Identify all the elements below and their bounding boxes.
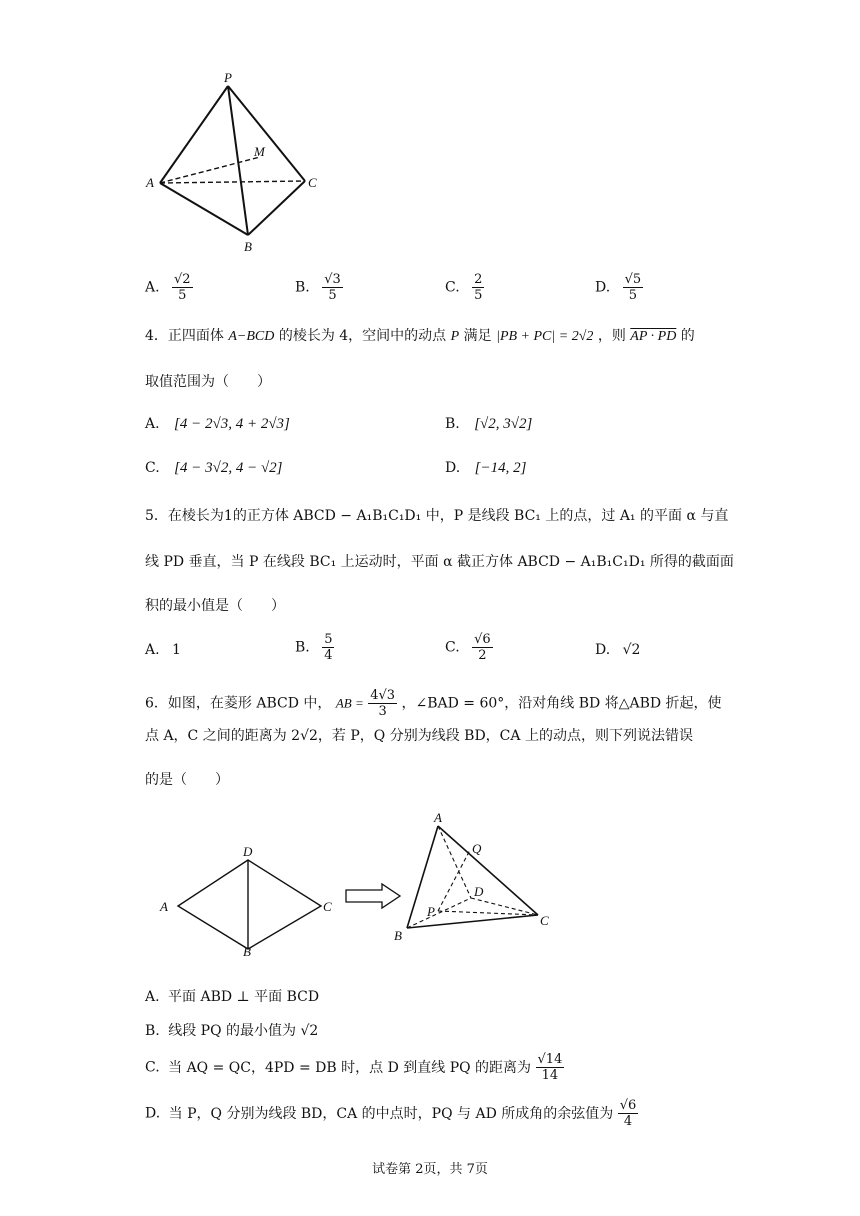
option-letter: A. [145, 642, 160, 658]
label-P: P [224, 70, 232, 85]
option-letter: B. [295, 639, 310, 656]
q4-text: 满足 [463, 328, 492, 344]
q6-text: ，∠BAD = 60°，沿对角线 BD 将△ABD 折起，使 [401, 695, 722, 712]
q4-option-d[interactable] [445, 460, 526, 477]
frac-num: 2 [474, 272, 483, 287]
option-text: 当 AQ = QC，4PD = DB 时，点 D 到直线 PQ 的距离为 [168, 1059, 532, 1076]
option-letter: A. [145, 416, 160, 432]
option-text: 当 P，Q 分别为线段 BD，CA 的中点时，PQ 与 AD 所成角的余弦值为 [168, 1105, 614, 1122]
right-label-P: P [427, 904, 435, 919]
tetrahedron-figure [140, 70, 340, 260]
q5-stem-line1: 5．在棱长为1的正方体 ABCD − A₁B₁C₁D₁ 中，P 是线段 BC₁ 上的点，过 A₁ 的平面 α 与直 [145, 508, 729, 524]
q4-option-a[interactable] [145, 416, 290, 433]
q4-math: P [450, 329, 460, 344]
q4-stem-line1 [145, 326, 695, 347]
frac-den: 5 [474, 288, 483, 303]
option-letter: B. [295, 279, 310, 296]
option-letter: D. [145, 1105, 161, 1122]
q3-option-a[interactable] [145, 272, 193, 303]
page-footer: 试卷第 2页，共 7页 [372, 1162, 488, 1177]
frac-num: √2 [174, 272, 191, 287]
frac-den: 14 [541, 1068, 559, 1083]
q4-dot-product: AP · PD [630, 329, 677, 344]
option-letter: B. [445, 416, 460, 432]
frac-num: 5 [324, 632, 333, 647]
label-C: C [308, 175, 317, 190]
frac-num: √5 [624, 272, 642, 287]
option-text: [√2, 3√2] [474, 416, 533, 432]
option-letter: D. [595, 642, 611, 658]
option-text: [4 − 3√2, 4 − √2] [174, 460, 283, 476]
q4-condition: |PB + PC| = 2√2 [496, 329, 594, 344]
q6-option-d[interactable] [145, 1098, 638, 1129]
option-text: [4 − 2√3, 4 + 2√3] [174, 416, 290, 432]
right-label-C: C [540, 913, 549, 928]
frac-den: 4 [623, 1114, 633, 1129]
option-text: 平面 ABD ⊥ 平面 BCD [168, 989, 320, 1005]
q6-ab-label: AB = [335, 695, 364, 711]
q6-text: 6．如图，在菱形 ABCD 中， [145, 695, 332, 712]
right-label-A: A [434, 810, 442, 825]
q4-text: ，则 [597, 328, 626, 344]
right-label-B: B [394, 928, 402, 943]
rhombus-fold-figure [150, 808, 570, 958]
q6-stem-line3: 的是（ ） [145, 772, 229, 788]
option-letter: A. [145, 989, 160, 1005]
q4-text: 的棱长为 4，空间中的动点 [278, 328, 447, 344]
q3-option-d[interactable] [595, 272, 643, 303]
q5-option-d[interactable] [595, 642, 640, 658]
q6-option-c[interactable] [145, 1052, 564, 1083]
q4-option-b[interactable] [445, 416, 532, 433]
left-label-D: D [243, 844, 253, 859]
frac-num: √14 [537, 1052, 563, 1067]
option-text: 线段 PQ 的最小值为 √2 [168, 1023, 319, 1039]
q6-option-a[interactable] [145, 986, 319, 1006]
frac-den: 5 [328, 288, 337, 303]
q5-stem-line2: 线 PD 垂直，当 P 在线段 BC₁ 上运动时，平面 α 截正方体 ABCD − A₁B₁C₁D₁ 所得的截面面 [145, 554, 734, 570]
q5-option-a[interactable] [145, 642, 181, 658]
fold-arrow-icon [346, 884, 400, 908]
frac-num: √6 [474, 632, 491, 647]
left-label-A: A [160, 899, 168, 914]
q5-stem-line3: 积的最小值是（ ） [145, 598, 285, 614]
option-letter: B. [145, 1023, 160, 1039]
option-letter: A. [145, 279, 160, 296]
q4-text: 4．正四面体 [145, 328, 224, 344]
frac-num: 4√3 [370, 688, 396, 703]
option-text: [−14, 2] [474, 460, 527, 476]
right-label-Q: Q [472, 841, 482, 856]
right-label-D: D [474, 884, 484, 899]
q4-text: 的 [680, 328, 695, 344]
frac-den: 5 [178, 288, 187, 303]
q3-option-b[interactable] [295, 272, 343, 303]
label-A: A [146, 175, 154, 190]
q3-option-c[interactable] [445, 272, 484, 303]
frac-den: 3 [378, 704, 387, 719]
q6-option-b[interactable] [145, 1020, 318, 1040]
q4-math: A−BCD [228, 329, 275, 344]
left-label-C: C [323, 899, 332, 914]
frac-num: √6 [619, 1098, 637, 1113]
q4-option-c[interactable] [145, 460, 283, 477]
q6-stem-line1 [145, 688, 722, 719]
option-letter: C. [445, 279, 460, 296]
frac-den: 2 [478, 648, 487, 663]
frac-den: 4 [324, 648, 333, 663]
option-letter: D. [445, 460, 461, 476]
label-B: B [244, 239, 252, 254]
q6-stem-line2: 点 A，C 之间的距离为 2√2，若 P，Q 分别为线段 BD，CA 上的动点，则下列说法错误 [145, 728, 693, 744]
option-letter: C. [145, 460, 160, 476]
option-text: 1 [172, 642, 181, 658]
option-letter: D. [595, 279, 611, 296]
label-M: M [254, 144, 265, 159]
option-text: √2 [622, 642, 641, 658]
option-letter: C. [145, 1059, 160, 1076]
frac-den: 5 [628, 288, 638, 303]
q5-option-b[interactable] [295, 632, 334, 663]
frac-num: √3 [324, 272, 341, 287]
q5-option-c[interactable] [445, 632, 493, 663]
option-letter: C. [445, 639, 460, 656]
q4-stem-line2: 取值范围为（ ） [145, 374, 271, 390]
left-label-B: B [243, 944, 251, 958]
